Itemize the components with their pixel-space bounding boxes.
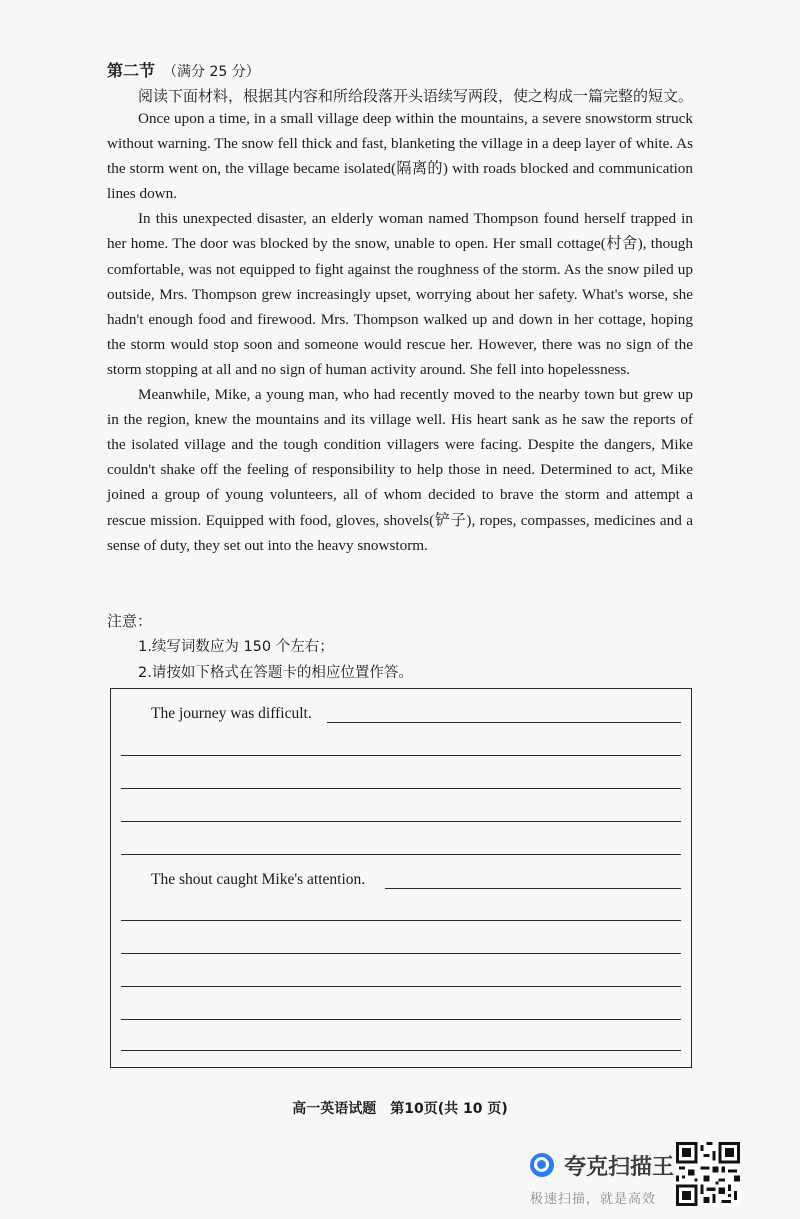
writing-line[interactable] <box>121 788 681 789</box>
instruction-text: 阅读下面材料，根据其内容和所给段落开头语续写两段，使之构成一篇完整的短文。 <box>138 87 694 105</box>
writing-line[interactable] <box>327 722 681 723</box>
scanner-brand: 夸克扫描王 <box>564 1155 675 1180</box>
note-item: 2.请按如下格式在答题卡的相应位置作答。 <box>138 665 413 681</box>
quark-logo-icon <box>530 1153 554 1177</box>
writing-line[interactable] <box>121 920 681 921</box>
writing-line[interactable] <box>121 821 681 822</box>
passage-paragraph: Once upon a time, in a small village deep within the mountains, a severe snowstorm struck without warning. The snow fell thick and fast, blanketing the village in a deep layer of white. As the storm went on, the village became isolated(隔离的) with roads blocked and communication lines down. <box>107 110 693 203</box>
reading-passage <box>107 106 693 558</box>
scanner-slogan: 极速扫描，就是高效 <box>530 1192 657 1207</box>
passage-paragraph: Meanwhile, Mike, a young man, who had recently moved to the nearby town but grew up in the region, knew the mountains and its village well. His heart sank as he saw the reports of the isolated village and the tough condition villagers were facing. Despite the dangers, Mike couldn't shake off the feeling of responsibility to help those in need. Determined to act, Mike joined a group of young volunteers, all of whom decided to brave the storm and attempt a rescue mission. Equipped with food, gloves, shovels(铲子), ropes, compasses, medicines and a sense of duty, they set out into the heavy snowstorm. <box>107 386 693 554</box>
writing-line[interactable] <box>121 854 681 855</box>
writing-line[interactable] <box>385 888 681 889</box>
page-footer: 高一英语试题 第10页(共 10 页) <box>292 1101 508 1117</box>
notes-title: 注意： <box>107 612 153 630</box>
section-title: 第二节 <box>107 61 156 80</box>
note-item: 1.续写词数应为 150 个左右； <box>138 639 334 655</box>
writing-line[interactable] <box>121 986 681 987</box>
writing-line[interactable] <box>121 755 681 756</box>
section-score: （满分 25 分） <box>163 64 260 80</box>
continuation-prompt-2: The shout caught Mike's attention. <box>151 871 366 888</box>
writing-line[interactable] <box>121 953 681 954</box>
section-heading <box>107 58 260 81</box>
qr-code-icon <box>676 1142 740 1206</box>
writing-line[interactable] <box>121 1019 681 1020</box>
answer-box <box>110 688 692 1068</box>
continuation-prompt-1: The journey was difficult. <box>151 705 312 722</box>
writing-line[interactable] <box>121 1050 681 1051</box>
passage-paragraph: In this unexpected disaster, an elderly woman named Thompson found herself trapped in her home. The door was blocked by the snow, unable to open. Her small cottage(村舍), though comfortable, was not equipped to fight against the roughness of the storm. As the snow piled up outside, Mrs. Thompson grew increasingly upset, worrying about her safety. What's worse, she hadn't enough food and firewood. Mrs. Thompson walked up and down in her cottage, hoping the storm would stop soon and someone would rescue her. However, there was no sign of the storm stopping at all and no sign of human activity around. She fell into hopelessness. <box>107 210 693 378</box>
